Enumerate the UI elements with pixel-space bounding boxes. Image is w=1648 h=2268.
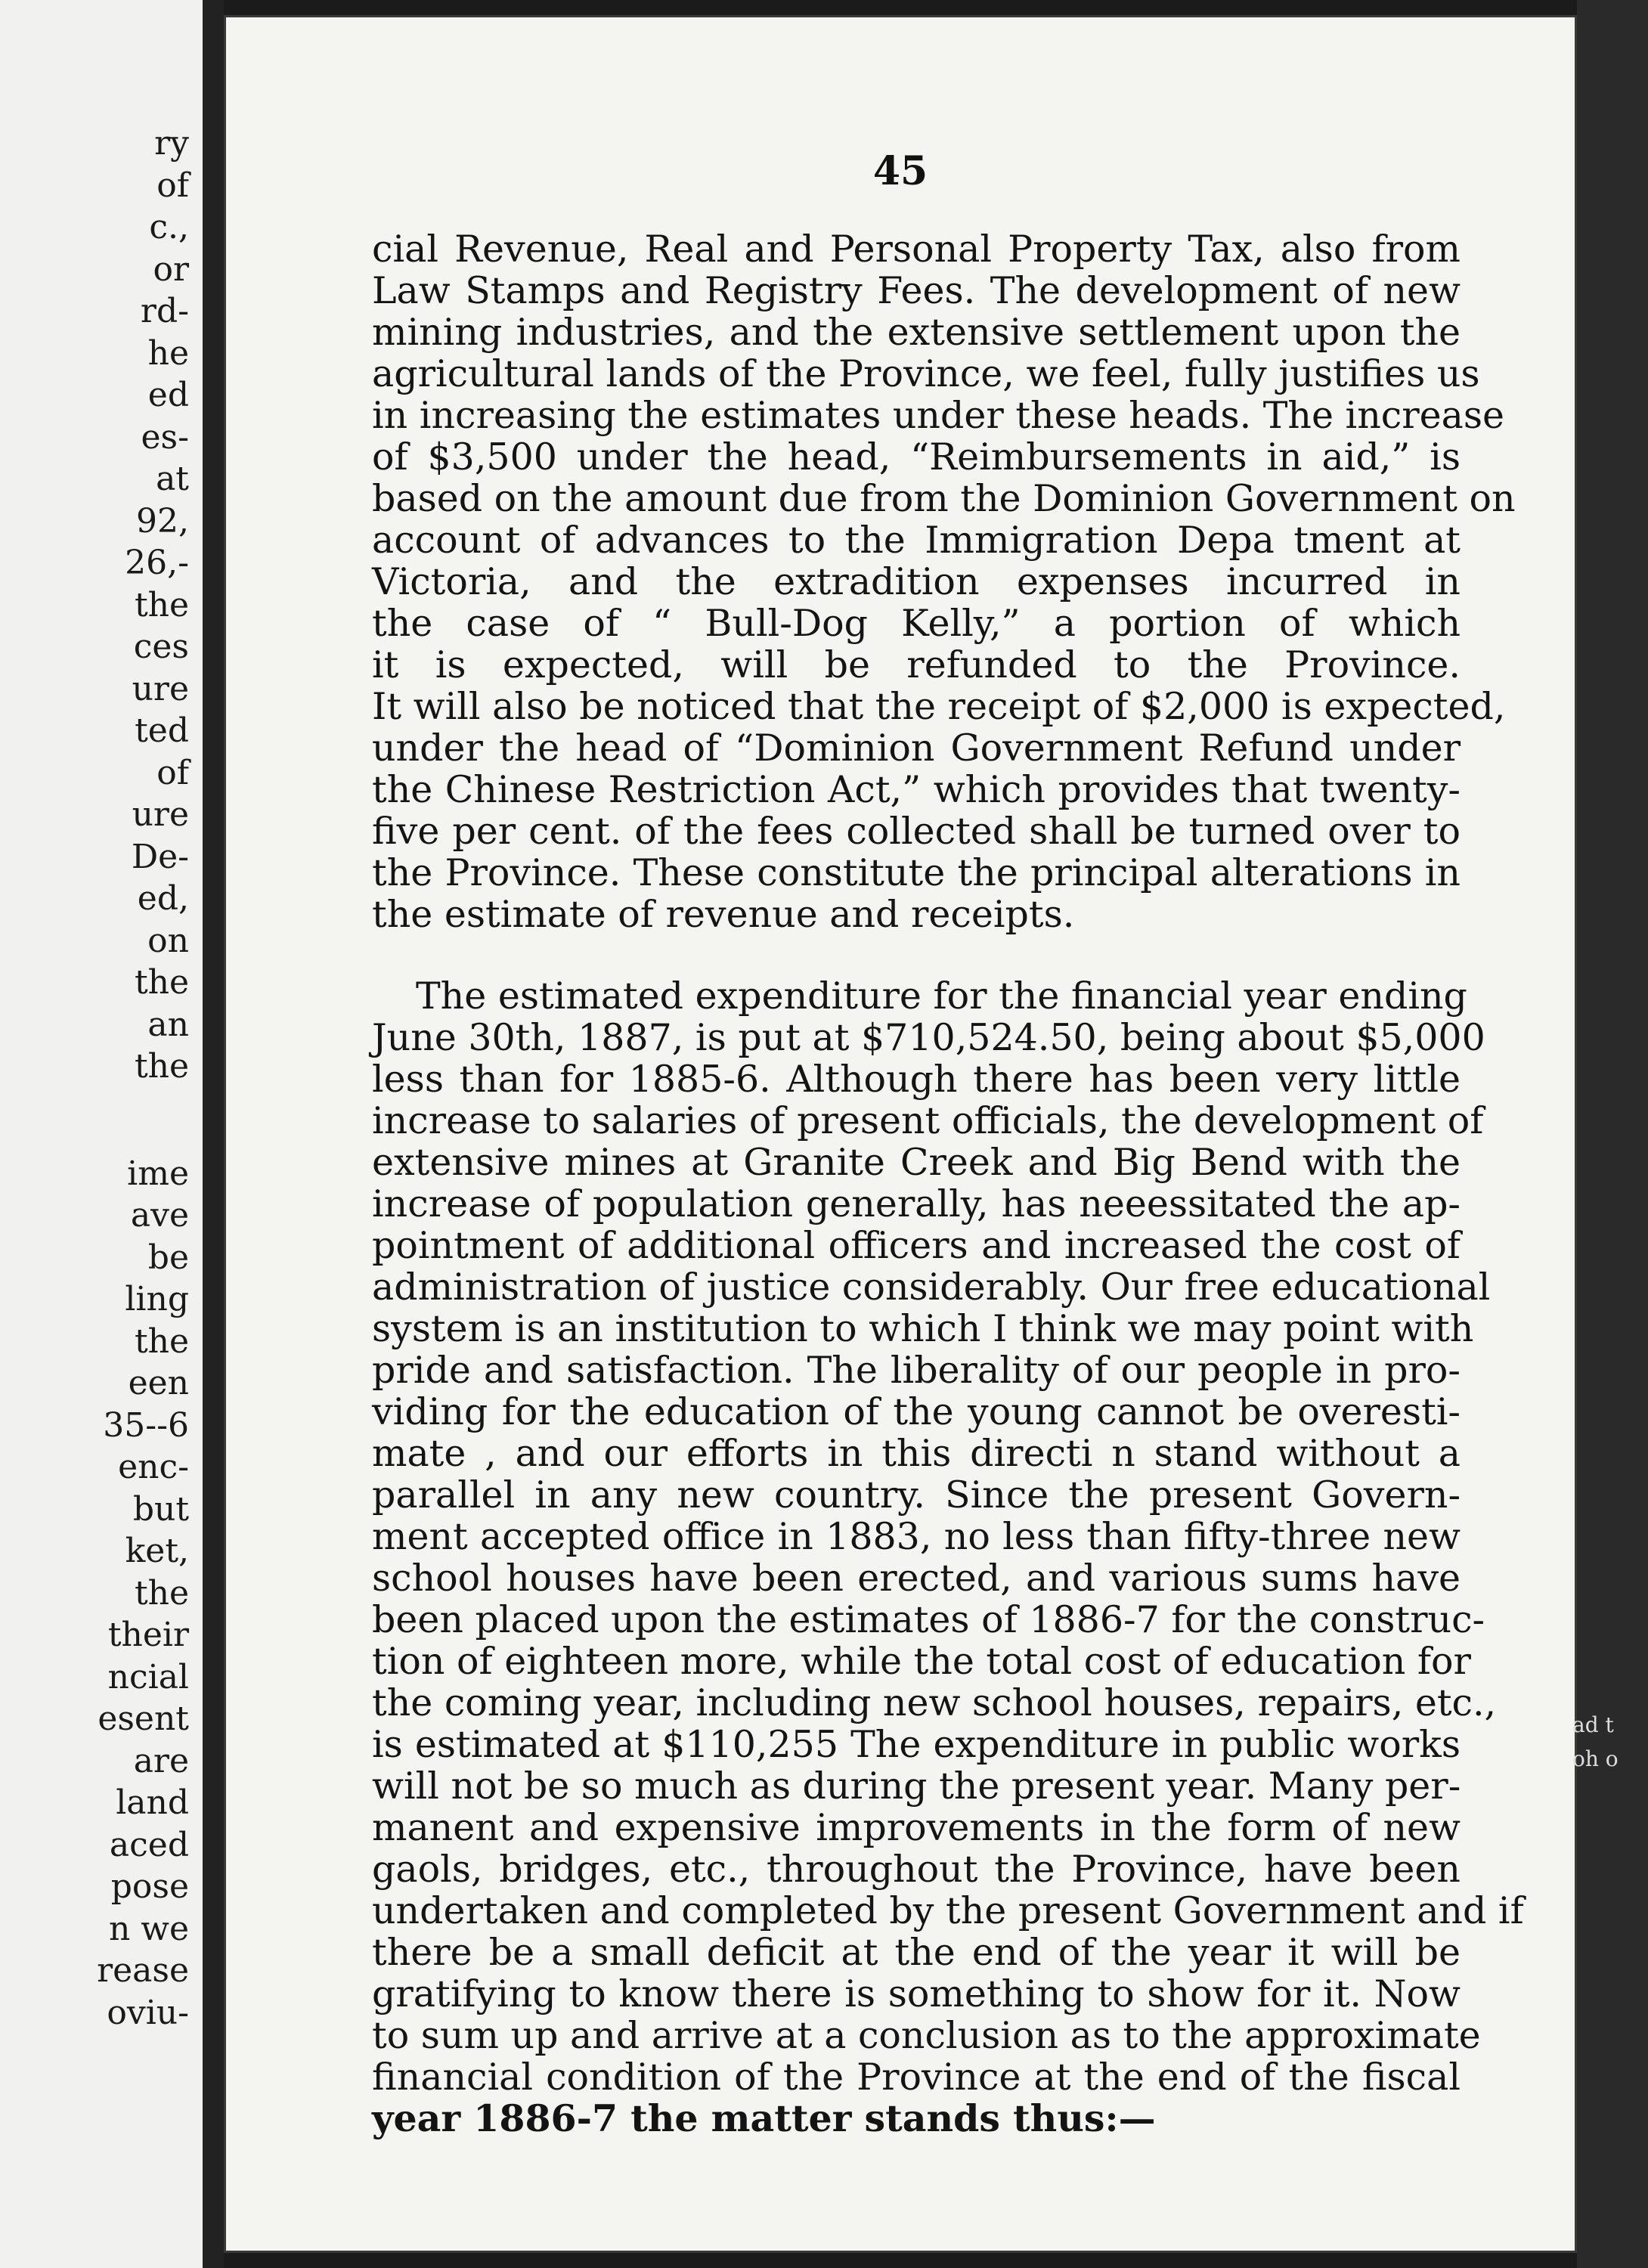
- text-line: in increasing the estimates under these heads. The increase: [372, 394, 1504, 437]
- text-line: extensive mines at Granite Creek and Big Bend with the: [372, 1141, 1461, 1184]
- facing-page-text: the: [134, 963, 189, 1002]
- facing-page-fragment: [0, 0, 203, 2268]
- facing-page-text: an: [147, 1005, 189, 1044]
- text-line: administration of justice considerably. Our free educational: [372, 1266, 1491, 1309]
- text-line: been placed upon the estimates of 1886-7 for the construc-: [372, 1598, 1485, 1641]
- text-line: will not be so much as during the present year. Many per-: [372, 1765, 1461, 1808]
- text-line: year 1886-7 the matter stands thus:—: [372, 2096, 1156, 2140]
- facing-page-text: at: [156, 460, 189, 498]
- text-line: undertaken and completed by the present Government and if: [372, 1889, 1524, 1932]
- text-line: pointment of additional officers and increased the cost of: [372, 1224, 1461, 1267]
- facing-page-text: of: [156, 166, 189, 205]
- text-line: The estimated expenditure for the financial year ending: [416, 974, 1467, 1018]
- text-line: is estimated at $110,255 The expenditure in public works: [372, 1723, 1461, 1766]
- text-line: Law Stamps and Registry Fees. The development of new: [372, 269, 1461, 312]
- facing-page-text: he: [147, 333, 189, 373]
- facing-page-text: are: [133, 1741, 189, 1780]
- text-line: less than for 1885-6. Although there has been very little: [372, 1058, 1461, 1101]
- text-line: the Chinese Restriction Act,” which provides that twenty-: [372, 768, 1461, 811]
- facing-page-text: their: [107, 1616, 189, 1654]
- text-line: to sum up and arrive at a conclusion as to the approximate: [372, 2014, 1481, 2057]
- facing-page-text: es-: [141, 417, 189, 457]
- text-line: financial condition of the Province at the end of the fiscal: [372, 2056, 1461, 2099]
- text-line: based on the amount due from the Dominion Government on: [372, 477, 1516, 520]
- text-line: mining industries, and the extensive settlement upon the: [372, 311, 1461, 354]
- text-line: the Province. These constitute the principal alterations in: [372, 851, 1461, 894]
- facing-page-text: esent: [98, 1699, 189, 1738]
- text-line: increase of population generally, has neeessitated the ap-: [372, 1182, 1461, 1225]
- facing-page-text: ed,: [137, 879, 189, 918]
- edge-text: ad t: [1572, 1712, 1614, 1737]
- facing-page-text: ry: [154, 124, 189, 163]
- text-line: five per cent. of the fees collected shall be turned over to: [372, 810, 1461, 853]
- facing-page-text: ling: [125, 1280, 189, 1318]
- facing-page-text: ime: [127, 1154, 189, 1193]
- text-line: June 30th, 1887, is put at $710,524.50, being about $5,000: [372, 1016, 1485, 1059]
- facing-page-text: een: [128, 1364, 189, 1402]
- facing-page-text: the: [134, 585, 189, 624]
- facing-page-text: ave: [130, 1196, 189, 1235]
- text-line: parallel in any new country. Since the present Govern-: [372, 1473, 1461, 1517]
- text-line: It will also be noticed that the receipt of $2,000 is expected,: [372, 685, 1506, 728]
- facing-page-text: oviu-: [107, 1993, 189, 2032]
- text-line: gratifying to know there is something to show for it. Now: [372, 1972, 1461, 2015]
- facing-page-text: ted: [135, 711, 189, 750]
- text-line: school houses have been erected, and various sums have: [372, 1557, 1461, 1600]
- facing-page-text: or: [153, 249, 189, 289]
- facing-page-text: ed: [147, 376, 189, 414]
- paragraph-revenue: [372, 228, 1516, 936]
- text-line: the estimate of revenue and receipts.: [372, 893, 1075, 936]
- facing-page-text: the: [134, 1573, 189, 1613]
- text-line: viding for the education of the young cannot be overesti-: [372, 1390, 1461, 1433]
- text-line: gaols, bridges, etc., throughout the Province, have been: [372, 1848, 1461, 1891]
- text-line: pride and satisfaction. The liberality of our people in pro-: [372, 1349, 1461, 1392]
- text-line: the coming year, including new school houses, repairs, etc.,: [372, 1681, 1497, 1724]
- text-line: the case of “ Bull-Dog Kelly,” a portion of which: [372, 602, 1461, 645]
- facing-page-text: be: [147, 1238, 189, 1277]
- facing-page-text: ure: [132, 795, 189, 834]
- text-line: ment accepted office in 1883, no less than fifty-three new: [372, 1515, 1461, 1558]
- facing-page-text: aced: [109, 1825, 189, 1864]
- edge-text: oh o: [1572, 1746, 1619, 1771]
- facing-page-text: ket,: [125, 1532, 189, 1570]
- text-line: system is an institution to which I think we may point with: [372, 1307, 1474, 1350]
- facing-page-text: but: [132, 1489, 189, 1529]
- facing-page-text: land: [116, 1783, 189, 1822]
- facing-page-text: ces: [133, 627, 189, 666]
- facing-page-text: 26,-: [125, 544, 189, 582]
- page-number: 45: [872, 148, 928, 194]
- paragraph-expenditure: [372, 974, 1524, 2140]
- book-gutter: [203, 0, 224, 2268]
- facing-page-text: ure: [132, 669, 189, 708]
- text-line: tion of eighteen more, while the total cost of education for: [372, 1640, 1471, 1683]
- facing-page-text: rease: [97, 1951, 189, 1990]
- text-line: cial Revenue, Real and Personal Property Tax, also from: [372, 228, 1461, 271]
- text-line: Victoria, and the extradition expenses incurred in: [372, 560, 1461, 603]
- facing-page-text: 92,: [136, 501, 189, 541]
- facing-page-text: pose: [110, 1867, 189, 1906]
- facing-page-text: the: [134, 1047, 189, 1086]
- text-line: mate , and our efforts in this directi n stand without a: [372, 1432, 1461, 1475]
- facing-page-text: c.,: [149, 208, 189, 246]
- facing-page-text: n we: [108, 1909, 189, 1948]
- text-line: there be a small deficit at the end of the year it will be: [372, 1931, 1461, 1974]
- text-line: it is expected, will be refunded to the Province.: [372, 643, 1461, 686]
- page-edge: [1577, 0, 1648, 2268]
- text-line: of $3,500 under the head, “Reimbursements in aid,” is: [372, 435, 1461, 479]
- facing-page-text: the: [134, 1321, 189, 1361]
- facing-page-text: enc-: [118, 1448, 189, 1486]
- facing-page-text: on: [147, 921, 189, 960]
- facing-page-text: ncial: [107, 1657, 189, 1696]
- text-line: agricultural lands of the Province, we feel, fully justifies us: [372, 352, 1480, 395]
- text-line: under the head of “Dominion Government Refund under: [372, 727, 1461, 770]
- text-line: account of advances to the Immigration Depa tment at: [372, 519, 1461, 562]
- text-line: manent and expensive improvements in the form of new: [372, 1806, 1461, 1849]
- document-page: [224, 15, 1577, 2253]
- facing-page-text: of: [156, 753, 189, 792]
- facing-page-text: De-: [131, 837, 189, 876]
- edge-text-fragments: [1572, 1709, 1619, 1777]
- facing-page-text: rd-: [140, 292, 189, 330]
- text-line: increase to salaries of present officials, the development of: [372, 1099, 1484, 1142]
- facing-page-text: 35--6: [103, 1405, 189, 1445]
